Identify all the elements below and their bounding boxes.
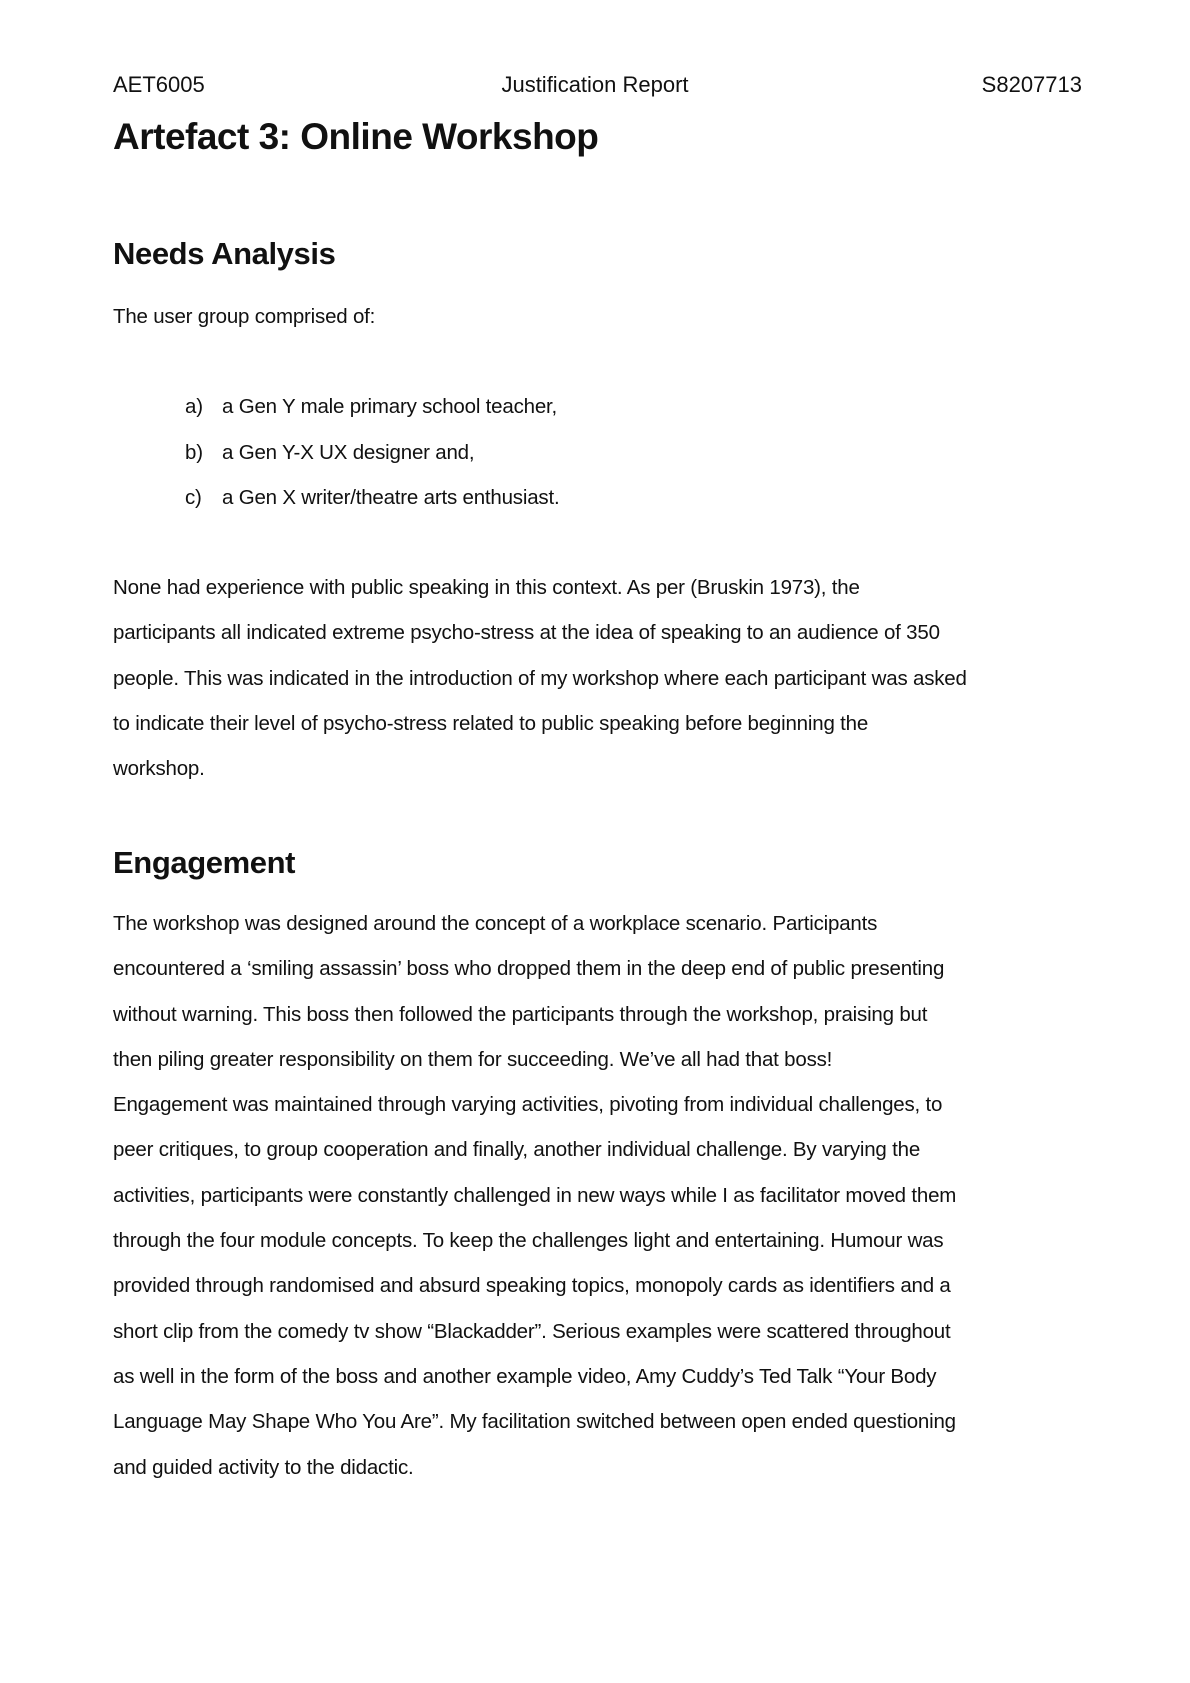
header-student-id: S8207713 — [981, 72, 1082, 97]
list-marker: b) — [185, 440, 203, 464]
paragraph-line: through the four module concepts. To keep the challenges light and entertaining. Humour was — [113, 1229, 944, 1253]
paragraph-line: peer critiques, to group cooperation and finally, another individual challenge. By varying the — [113, 1138, 921, 1162]
list-item — [185, 430, 559, 476]
paragraph-line: workshop. — [113, 757, 205, 781]
header-report-title: Justification Report — [501, 72, 689, 97]
paragraph-line: activities, participants were constantly challenged in new ways while I as facilitator moved them — [113, 1183, 957, 1207]
list-item — [185, 384, 559, 430]
needs-analysis-paragraph — [113, 565, 967, 791]
paragraph-line: without warning. This boss then followed the participants through the workshop, praising but — [113, 1002, 928, 1026]
paragraph-line: Engagement was maintained through varying activities, pivoting from individual challenges, to — [113, 1093, 943, 1117]
paragraph-line: provided through randomised and absurd speaking topics, monopoly cards as identifiers and a — [113, 1274, 951, 1298]
page-title: Artefact 3: Online Workshop — [113, 116, 599, 157]
header-course-code: AET6005 — [113, 72, 205, 97]
paragraph-line: then piling greater responsibility on them for succeeding. We’ve all had that boss! — [113, 1047, 833, 1071]
paragraph-line: to indicate their level of psycho-stress related to public speaking before beginning the — [113, 711, 869, 735]
list-item — [185, 475, 559, 521]
list-marker: a) — [185, 395, 203, 418]
paragraph-line: people. This was indicated in the introduction of my workshop where each participant was asked — [113, 666, 967, 690]
engagement-paragraph — [113, 901, 956, 1490]
paragraph-line: and guided activity to the didactic. — [113, 1455, 414, 1479]
needs-analysis-intro: The user group comprised of: — [113, 305, 376, 328]
list-marker: c) — [185, 486, 202, 510]
paragraph-line: Language May Shape Who You Are”. My facilitation switched between open ended questioning — [113, 1410, 956, 1434]
paragraph-line: encountered a ‘smiling assassin’ boss who dropped them in the deep end of public presenting — [113, 957, 945, 981]
user-group-list — [185, 384, 559, 521]
paragraph-line: as well in the form of the boss and another example video, Amy Cuddy’s Ted Talk “Your Body — [113, 1364, 937, 1388]
paragraph-line: participants all indicated extreme psycho-stress at the idea of speaking to an audience of 350 — [113, 621, 940, 645]
engagement-heading: Engagement — [113, 845, 296, 880]
paragraph-line: The workshop was designed around the concept of a workplace scenario. Participants — [113, 912, 878, 935]
list-text: a Gen Y male primary school teacher, — [222, 395, 558, 418]
needs-analysis-heading: Needs Analysis — [113, 236, 336, 271]
paragraph-line: None had experience with public speaking in this context. As per (Bruskin 1973), the — [113, 576, 860, 599]
list-text: a Gen Y-X UX designer and, — [222, 440, 475, 464]
list-text: a Gen X writer/theatre arts enthusiast. — [222, 486, 560, 510]
paragraph-line: short clip from the comedy tv show “Blackadder”. Serious examples were scattered throughout — [113, 1319, 951, 1343]
